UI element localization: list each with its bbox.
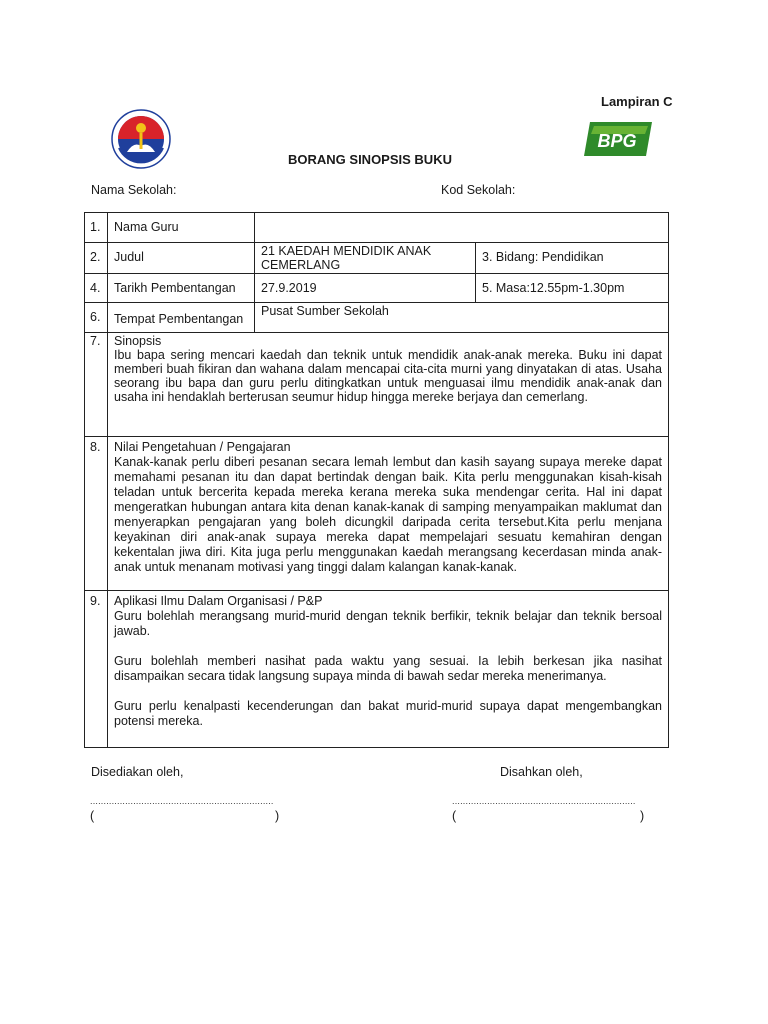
row-number: 2. (85, 243, 108, 274)
paren-close-left: ) (275, 809, 280, 823)
row-number: 9. (85, 591, 108, 748)
bpg-logo-text: BPG (597, 131, 637, 151)
aplikasi-paragraph-2: Guru bolehlah memberi nasihat pada waktu yang sesuai. Ia lebih berkesan jika nasihat disampaikan secara tidak langsung supaya minda di bawah sedar mereka menerimanya. (114, 654, 662, 683)
row-number: 4. (85, 274, 108, 303)
row-number: 8. (85, 437, 108, 591)
bidang-value: 3. Bidang: Pendidikan (476, 243, 669, 274)
table-row (85, 213, 669, 243)
aplikasi-paragraph-3: Guru perlu kenalpasti kecenderungan dan bakat murid-murid supaya dapat mengembangkan potensi mereka. (114, 699, 662, 728)
table-row (85, 274, 669, 303)
paren-open-right: ( (452, 809, 457, 823)
table-row (85, 437, 669, 591)
nilai-text: Kanak-kanak perlu diberi pesanan secara lemah lembut dan kasih sayang supaya mereke dapat memahami pesanan itu dan dapat bertindak dengan baik. Kita perlu menggunakan kisah-kisah teladan untuk bercerita kepada mereka kerana mereka suka mendengar cerita. Hal ini dapat mengeratkan hubungan antara kita denan kanak-kanak di samping menyampaikan maklumat dan menyerapkan pengajaran yang boleh dicungkil daripada cerita tersebut.Kita perlu menjana keyakinan diri anak-anak supaya mereka dapat mempelajari sesuatu kemahiran dengan kekentalan jiwa diri. Kita juga perlu menggunakan kaedah merangsang kecerdasan minda anak-anak untuk menanam motivasi yang tinggi dalam kalangan kanak-kanak. (114, 455, 662, 574)
row-number: 6. (85, 303, 108, 333)
page-title: BORANG SINOPSIS BUKU (288, 152, 452, 167)
signature-line-left: .................................................................... (90, 796, 274, 806)
lampiran-label: Lampiran C (601, 94, 673, 109)
tempat-value: Pusat Sumber Sekolah (255, 303, 669, 333)
tempat-label: Tempat Pembentangan (108, 303, 255, 333)
row-number: 1. (85, 213, 108, 243)
disediakan-label: Disediakan oleh, (91, 765, 184, 779)
table-row (85, 333, 669, 437)
judul-value: 21 KAEDAH MENDIDIK ANAK CEMERLANG (255, 243, 476, 274)
judul-label: Judul (108, 243, 255, 274)
aplikasi-paragraph-1: Guru bolehlah merangsang murid-murid dengan teknik berfikir, teknik belajar dan teknik bersoal jawab. (114, 609, 662, 638)
nama-guru-label: Nama Guru (108, 213, 255, 243)
aplikasi-section (108, 591, 669, 748)
tarikh-value: 27.9.2019 (255, 274, 476, 303)
tarikh-label: Tarikh Pembentangan (108, 274, 255, 303)
nama-sekolah-label: Nama Sekolah: (91, 183, 177, 197)
row-number: 7. (85, 333, 108, 437)
sinopsis-heading: Sinopsis (114, 334, 162, 348)
aplikasi-heading: Aplikasi Ilmu Dalam Organisasi / P&P (114, 594, 323, 608)
signature-line-right: .................................................................... (452, 796, 636, 806)
nama-guru-value (255, 213, 669, 243)
synopsis-form-table (84, 212, 669, 748)
sinopsis-text: Ibu bapa sering mencari kaedah dan teknik untuk mendidik anak-anak mereka. Buku ini dapat memberi buah fikiran dan wahana dalam mencapai cita-cita murni yang dinyatakan di atas. Usaha seorang ibu bapa dan guru perlu ditingkatkan untuk menguasai ilmu mendidik anak-anak dan usaha ini hendaklah berterusan seumur hidup hingga mereke berjaya dan cemerlang. (114, 348, 662, 404)
nilai-heading: Nilai Pengetahuan / Pengajaran (114, 440, 291, 454)
paren-open-left: ( (90, 809, 95, 823)
table-row (85, 591, 669, 748)
disahkan-label: Disahkan oleh, (500, 765, 583, 779)
table-row (85, 243, 669, 274)
kod-sekolah-label: Kod Sekolah: (441, 183, 516, 197)
sinopsis-section (108, 333, 669, 437)
masa-value: 5. Masa:12.55pm-1.30pm (476, 274, 669, 303)
paren-close-right: ) (640, 809, 645, 823)
nilai-section (108, 437, 669, 591)
table-row (85, 303, 669, 333)
